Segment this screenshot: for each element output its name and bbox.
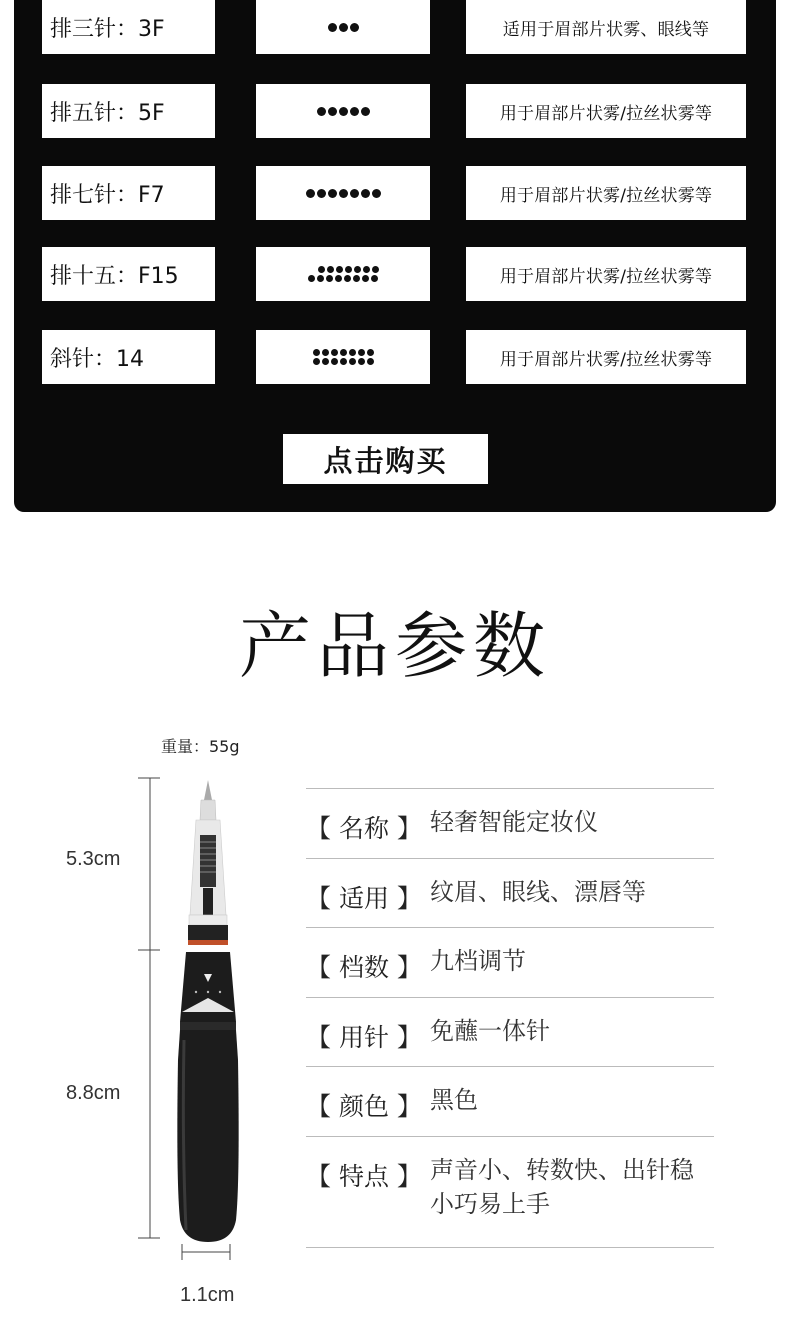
spec-value: 九档调节: [430, 947, 526, 975]
spec-key: 【 名称 】: [306, 814, 422, 843]
needle-dot: [350, 189, 359, 198]
buy-button[interactable]: 点击购买: [283, 434, 488, 484]
dot-line: [317, 107, 370, 116]
needle-name: 斜针：14: [42, 330, 215, 384]
needle-dot: [372, 266, 379, 273]
dimension-line-horizontal: [182, 1244, 230, 1260]
spec-value: 黑色: [430, 1086, 478, 1114]
spec-key: 【 用针 】: [306, 1023, 422, 1052]
needle-name: 排三针：3F: [42, 0, 215, 54]
needle-dot: [367, 358, 374, 365]
needle-dot: [363, 266, 370, 273]
needle-dot: [336, 266, 343, 273]
needle-dot: [367, 349, 374, 356]
spec-key: 【 适用 】: [306, 884, 422, 913]
needle-dot: [340, 349, 347, 356]
needle-dot: [358, 349, 365, 356]
spec-key: 【 档数 】: [306, 953, 422, 982]
needle-dot: [339, 23, 348, 32]
dot-line: [313, 349, 374, 356]
spec-row-color: [306, 1066, 714, 1136]
needle-dot: [318, 266, 325, 273]
width-label: 1.1cm: [180, 1284, 235, 1306]
needle-dot: [326, 275, 333, 282]
needle-desc: 用于眉部片状雾/拉丝状雾等: [466, 84, 746, 138]
needle-name: 排十五：F15: [42, 247, 215, 301]
needle-dots: [256, 166, 430, 220]
needle-dots: [256, 330, 430, 384]
needle-dot: [350, 107, 359, 116]
needle-desc: 用于眉部片状雾/拉丝状雾等: [466, 330, 746, 384]
spec-value-line: 声音小、转数快、出针稳: [430, 1156, 694, 1184]
needle-dot: [354, 266, 361, 273]
needle-dot: [349, 349, 356, 356]
needle-dot: [313, 358, 320, 365]
dot-line: [328, 23, 359, 32]
needle-dot: [327, 266, 334, 273]
spec-row-features: [306, 1136, 714, 1248]
needle-dot: [317, 275, 324, 282]
spec-value: 免蘸一体针: [430, 1017, 550, 1045]
weight-label: 重量：55g: [161, 737, 240, 756]
needle-dot: [328, 107, 337, 116]
needle-dot: [350, 23, 359, 32]
needle-dot: [362, 275, 369, 282]
needle-dot: [328, 189, 337, 198]
pen-illustration: [0, 760, 300, 1280]
dot-line: [318, 266, 379, 273]
needle-row: [14, 166, 776, 220]
needle-dots: [256, 247, 430, 301]
spec-value: 纹眉、眼线、漂唇等: [430, 878, 646, 906]
body-height-label: 8.8cm: [66, 1082, 121, 1104]
needle-dot: [371, 275, 378, 282]
needle-dot: [345, 266, 352, 273]
spec-table: [306, 788, 714, 1248]
needle-row: [14, 247, 776, 301]
needle-dot: [339, 189, 348, 198]
needle-dot: [313, 349, 320, 356]
pen-body: [177, 952, 238, 1242]
dot-line: [306, 189, 381, 198]
top-height-label: 5.3cm: [66, 848, 121, 870]
spec-row-usage: [306, 858, 714, 927]
spec-row-needle: [306, 997, 714, 1066]
needle-name: 排七针：F7: [42, 166, 215, 220]
needle-dot: [331, 349, 338, 356]
spec-value-line: 小巧易上手: [430, 1190, 550, 1218]
needle-dot: [331, 358, 338, 365]
needle-dot: [308, 275, 315, 282]
needle-dot: [335, 275, 342, 282]
needle-dot: [349, 358, 356, 365]
needle-dot: [361, 107, 370, 116]
needle-desc: 用于眉部片状雾/拉丝状雾等: [466, 166, 746, 220]
needle-dot: [361, 189, 370, 198]
section-title: 产品参数: [238, 604, 551, 688]
dimension-line-vertical: [138, 778, 160, 1238]
needle-dot: [344, 275, 351, 282]
needle-dot: [322, 358, 329, 365]
needle-desc: 用于眉部片状雾/拉丝状雾等: [466, 247, 746, 301]
needle-row: [14, 330, 776, 384]
needle-desc: 适用于眉部片状雾、眼线等: [466, 0, 746, 54]
needle-dot: [372, 189, 381, 198]
needle-dots: [256, 0, 430, 54]
needle-dot: [306, 189, 315, 198]
needle-dot: [328, 23, 337, 32]
spec-value: 轻奢智能定妆仪: [430, 808, 598, 836]
needle-dot: [358, 358, 365, 365]
spec-key: 【 特点 】: [306, 1162, 422, 1191]
needle-dots: [256, 84, 430, 138]
spec-value: [430, 1153, 694, 1221]
pen-needle-cartridge: [188, 780, 228, 945]
needle-dot: [317, 107, 326, 116]
needle-row: [14, 0, 776, 54]
dot-line: [313, 358, 374, 365]
spec-row-levels: [306, 927, 714, 997]
needle-row: [14, 84, 776, 138]
spec-key: 【 颜色 】: [306, 1092, 422, 1121]
needle-dot: [353, 275, 360, 282]
needle-dot: [340, 358, 347, 365]
needle-dot: [339, 107, 348, 116]
needle-dot: [322, 349, 329, 356]
needle-name: 排五针：5F: [42, 84, 215, 138]
spec-row-name: [306, 788, 714, 858]
dot-line: [308, 275, 378, 282]
needle-dot: [317, 189, 326, 198]
